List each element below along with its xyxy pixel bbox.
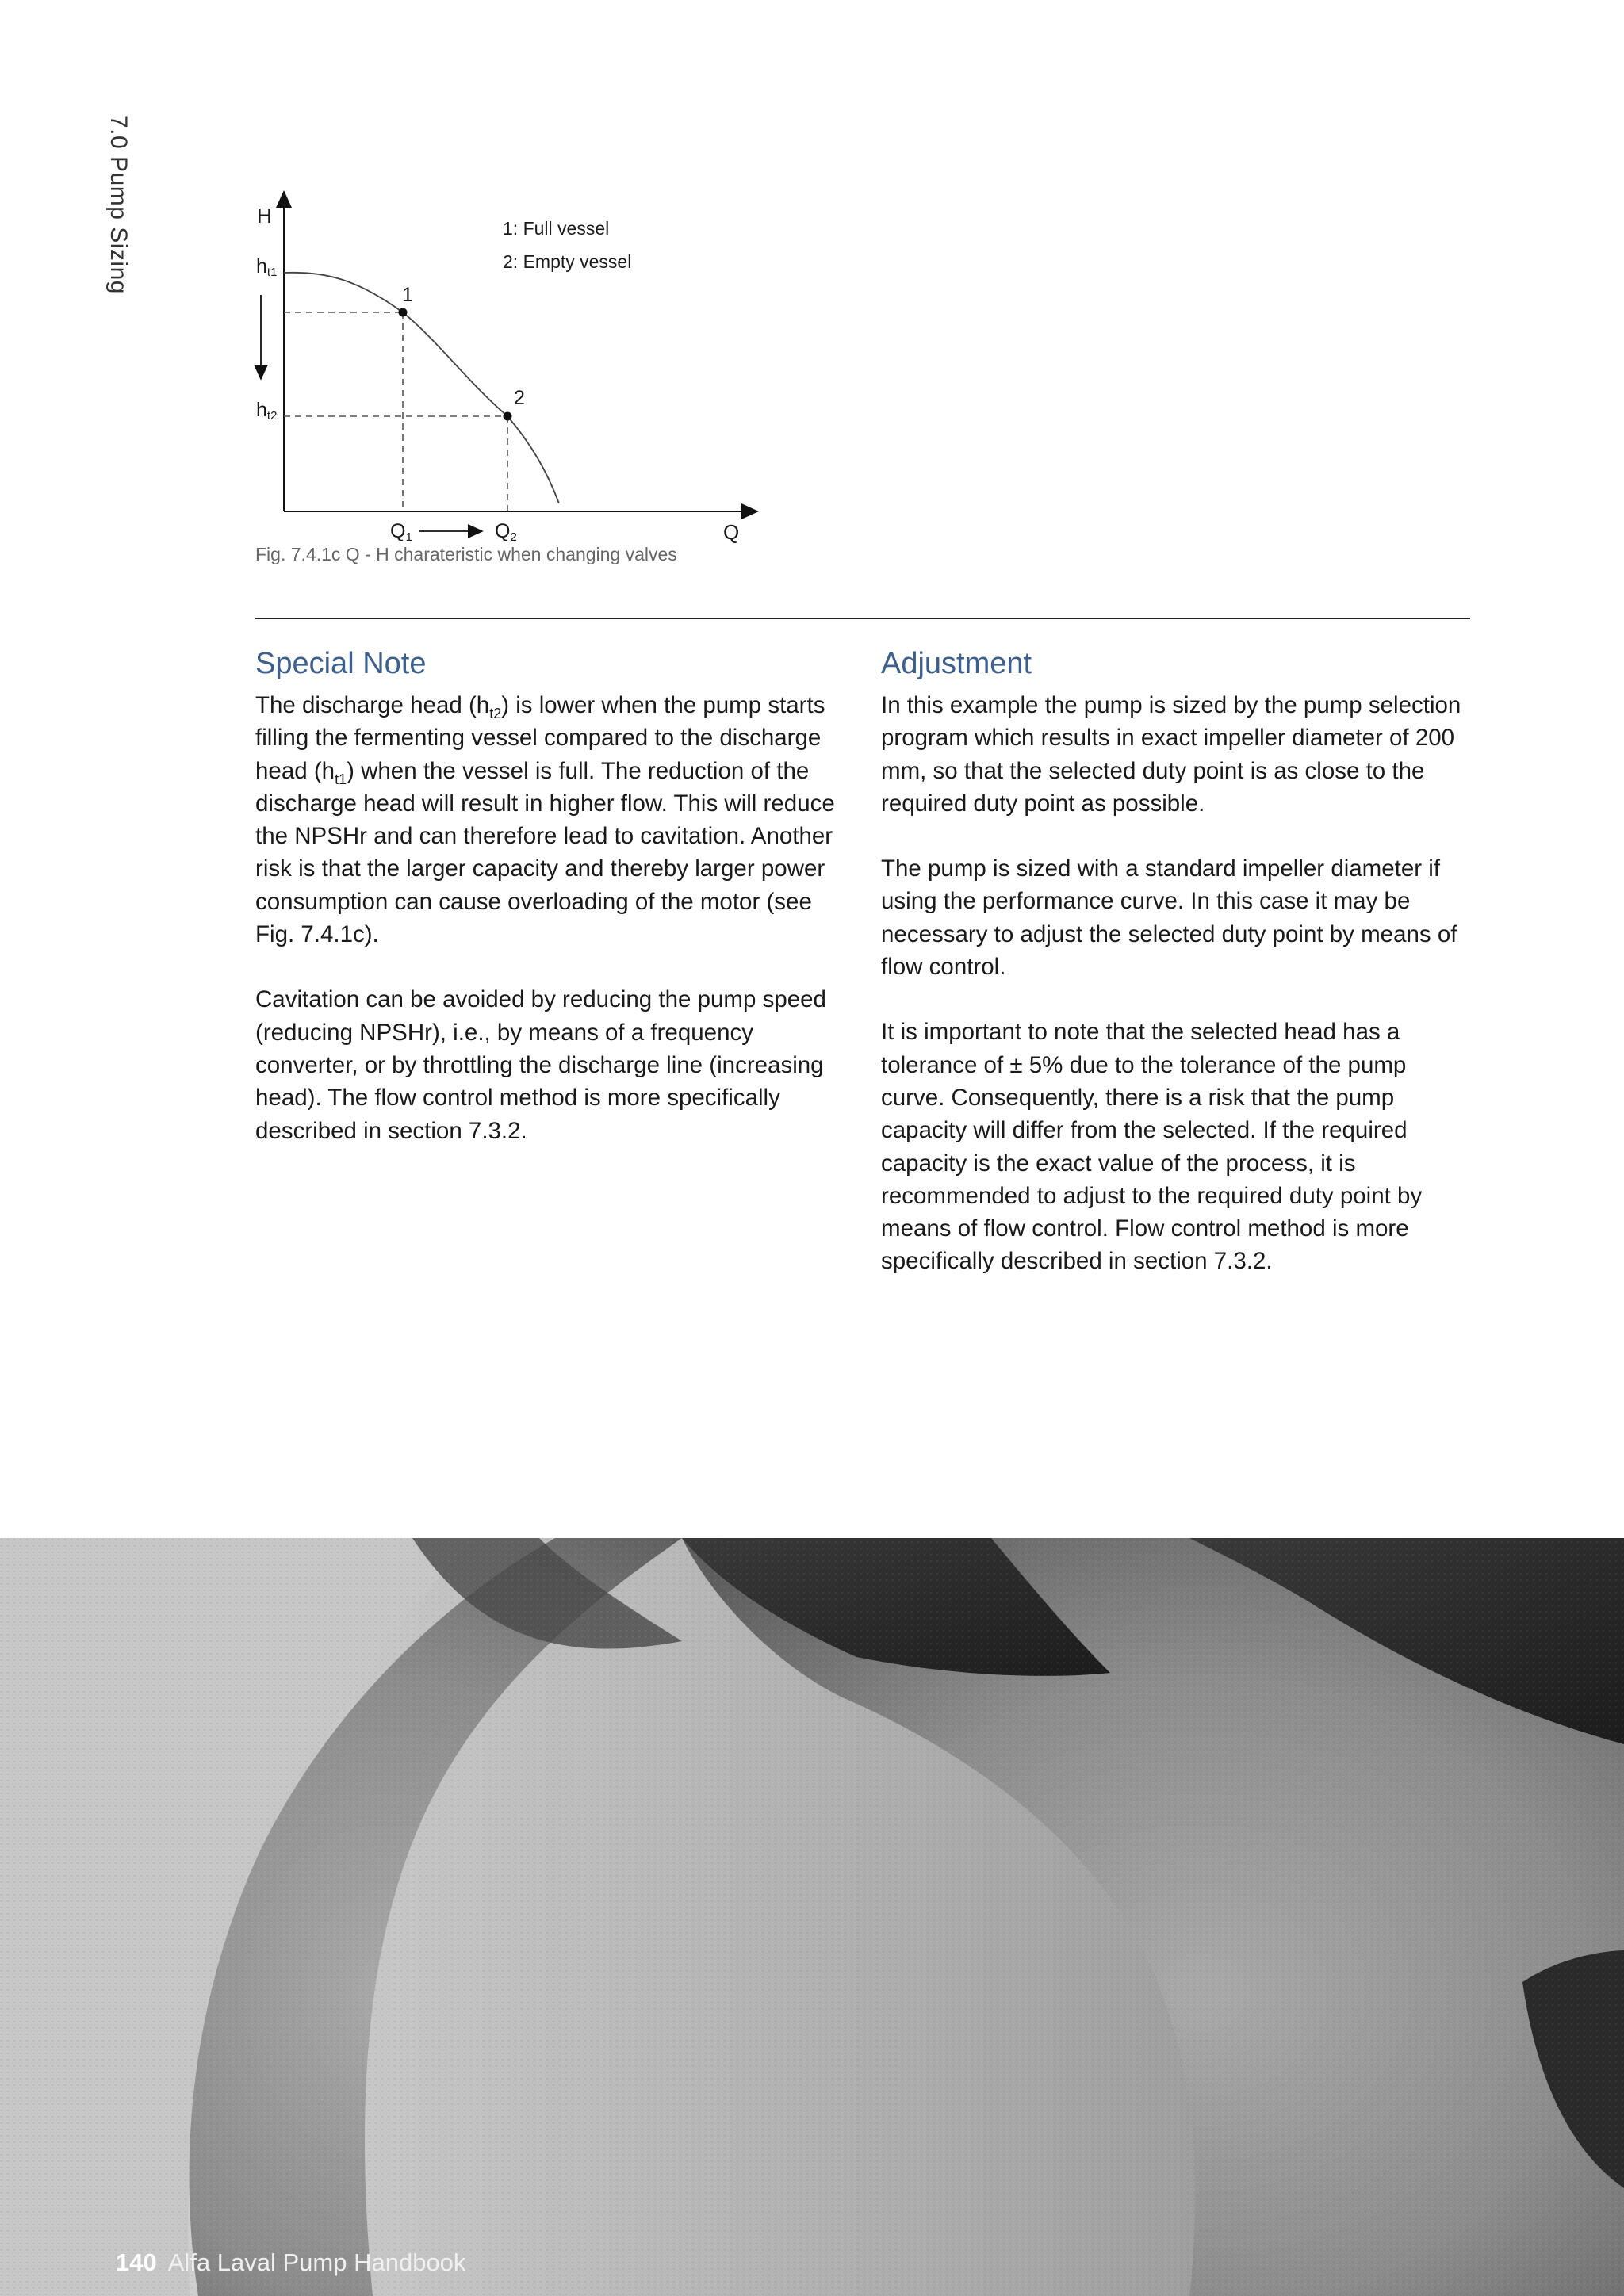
qh-diagram [238, 174, 777, 547]
special-note-column [255, 647, 850, 1180]
duty-point-2 [504, 412, 512, 421]
legend-full-vessel: 1: Full vessel [503, 218, 610, 239]
divider [255, 618, 1470, 619]
y-axis-label: H [257, 204, 272, 228]
duty-point-1 [399, 308, 408, 317]
point-2-label: 2 [514, 387, 525, 409]
ht1-label: ht1 [256, 255, 278, 279]
adjustment-paragraph-1: In this example the pump is sized by the pump selection program which results in exact impeller diameter of 200 mm, so that the selected duty point is as close to the required duty point as possible. [881, 692, 1461, 817]
adjustment-column [881, 647, 1476, 1311]
adjustment-paragraph-3: It is important to note that the selected head has a tolerance of ± 5% due to the tolerance of the pump curve. Consequently, there is a risk that the pump capacity will differ from the selected. If the required capacity is the exact value of the process, it is recommended to adjust to the required duty point by means of flow control. Flow control method is more specifically described in section 7.3.2. [881, 1019, 1423, 1275]
adjustment-heading: Adjustment [881, 647, 1032, 680]
figure-caption: Fig. 7.4.1c Q - H charateristic when changing valves [255, 544, 677, 564]
adjustment-paragraph-2: The pump is sized with a standard impeller diameter if using the performance curve. In this case it may be necessary to adjust the selected duty point by means of flow control. [881, 855, 1457, 981]
legend-empty-vessel: 2: Empty vessel [503, 251, 632, 272]
ht2-label: ht2 [256, 399, 278, 423]
special-note-paragraph-1: The discharge head $(h_{t2})$ is lower when the pump starts filling the fermenting vessel compared to the discharge head $(h_{t1})$ when the vessel is full. The reduction of the discharge head will result in higher flow. This will reduce the NPSHr and can therefore lead to cavitation. Another risk is that the larger capacity and thereby larger power consumption can cause overloading of the motor (see Fig. 7.4.1c). [255, 692, 835, 948]
q2-label: Q2 [495, 520, 517, 544]
q1-label: Q1 [390, 520, 412, 544]
book-title: Alfa Laval Pump Handbook [167, 2248, 466, 2276]
page-footer [116, 2248, 465, 2277]
impeller-photo-art [0, 1538, 1624, 2296]
special-note-heading: Special Note [255, 647, 427, 680]
section-tab: 7.0 Pump Sizing [105, 115, 132, 294]
page-number: 140 [116, 2248, 157, 2276]
impeller-photo [0, 1538, 1624, 2296]
x-axis-label: Q [723, 520, 740, 544]
special-note-paragraph-2: Cavitation can be avoided by reducing the pump speed (reducing NPSHr), i.e., by means of a frequency converter, or by throttling the discharge line (increasing head). The flow control method is more specifically described in section 7.3.2. [255, 986, 826, 1144]
point-1-label: 1 [402, 284, 413, 306]
